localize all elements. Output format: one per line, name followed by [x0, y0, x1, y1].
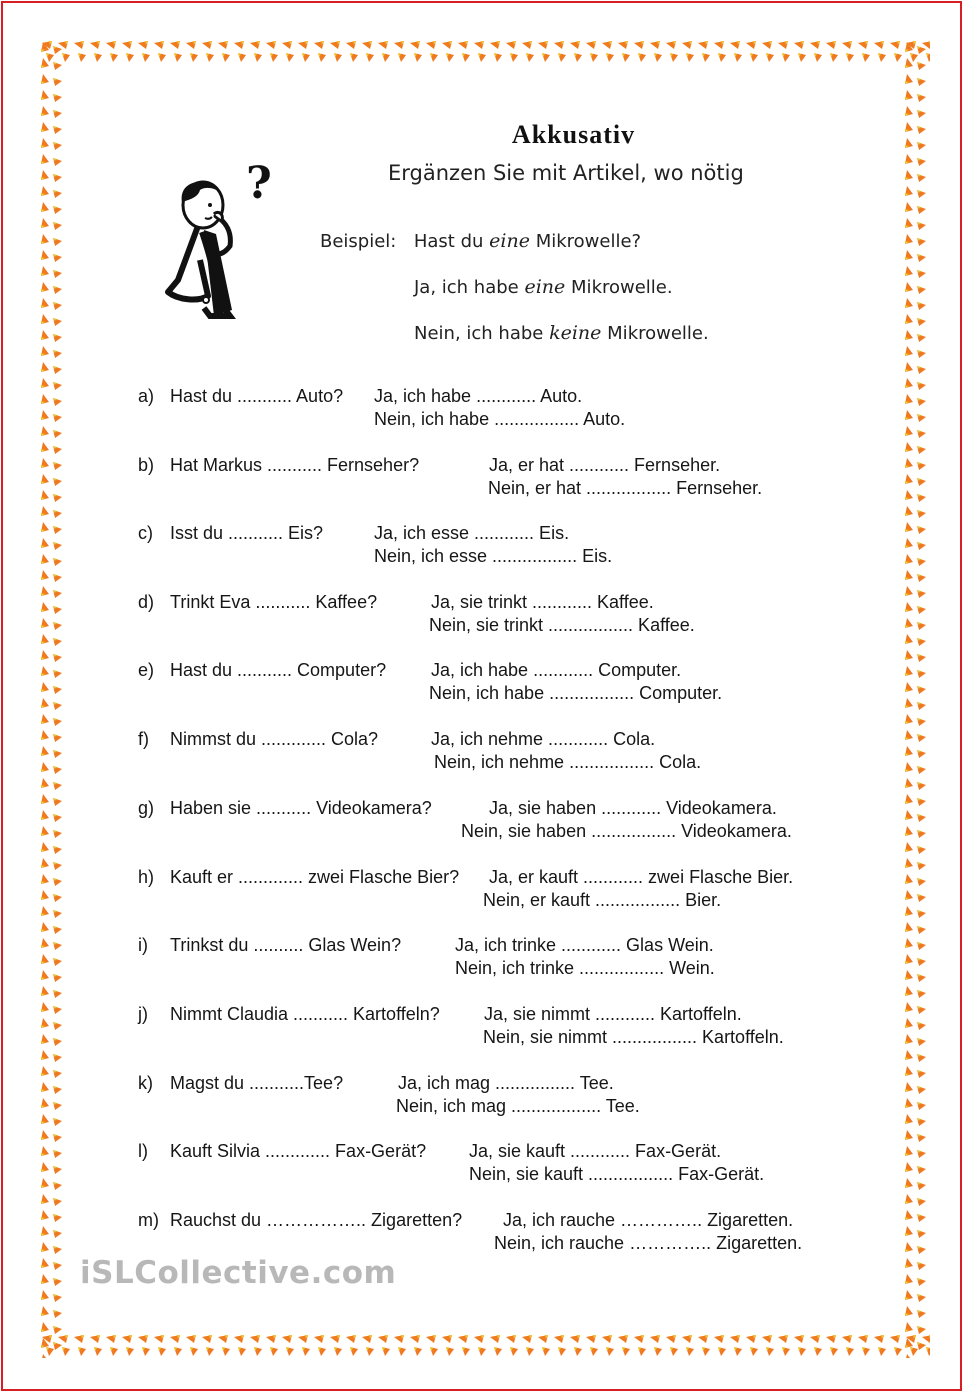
- example-answer-no: [414, 322, 709, 344]
- exercise-l-question: [138, 1141, 426, 1162]
- example-yes-start: Ja, ich habe: [414, 277, 519, 298]
- exercise-letter: f): [138, 729, 149, 749]
- exercise-k-no: Nein, ich mag .................. Tee.: [396, 1096, 640, 1116]
- example-yes-article: eine: [524, 276, 566, 298]
- exercise-j-yes: Ja, sie nimmt ............ Kartoffeln.: [484, 1004, 742, 1024]
- exercise-question-text: Kauft Silvia ............. Fax-Gerät?: [170, 1141, 427, 1161]
- exercise-question-text: Rauchst du …………….. Zigaretten?: [170, 1210, 463, 1230]
- exercise-g-yes: Ja, sie haben ............ Videokamera.: [489, 798, 777, 818]
- exercise-e-no: Nein, ich habe ................. Computer.: [429, 683, 723, 703]
- example-label: Beispiel:: [320, 231, 397, 252]
- exercise-question-text: Nimmst du ............. Cola?: [170, 729, 379, 749]
- thinking-person-illustration: [158, 160, 298, 330]
- exercise-letter: g): [138, 798, 155, 818]
- exercise-question-text: Hast du ........... Computer?: [170, 660, 387, 680]
- exercise-letter: l): [138, 1141, 148, 1161]
- example-no-end: Mikrowelle.: [607, 323, 709, 344]
- exercise-d-no: Nein, sie trinkt ................. Kaffee.: [429, 615, 695, 635]
- exercise-j-no: Nein, sie nimmt ................. Kartoffeln.: [483, 1027, 784, 1047]
- exercise-question-text: Magst du ...........Tee?: [170, 1073, 344, 1093]
- exercise-question-text: Hat Markus ........... Fernseher?: [170, 455, 420, 475]
- exercise-b-no: Nein, er hat ................. Fernseher.: [488, 478, 763, 498]
- exercise-letter: i): [138, 935, 148, 955]
- exercise-letter: a): [138, 386, 155, 406]
- exercise-l-yes: Ja, sie kauft ............ Fax-Gerät.: [469, 1141, 722, 1161]
- exercise-i-question: [138, 935, 401, 956]
- example-question: [320, 230, 641, 252]
- example-answer-yes: [414, 276, 673, 298]
- example-question-start: Hast du: [413, 231, 484, 252]
- exercise-k-yes: Ja, ich mag ................ Tee.: [398, 1073, 614, 1093]
- exercise-letter: d): [138, 592, 155, 612]
- exercise-question-text: Isst du ........... Eis?: [170, 523, 324, 543]
- example-no-article: keine: [549, 322, 602, 344]
- exercise-letter: j): [138, 1004, 148, 1024]
- exercise-letter: m): [138, 1210, 159, 1230]
- exercise-l-no: Nein, sie kauft ................. Fax-Gerät.: [469, 1164, 765, 1184]
- worksheet-title: Akkusativ: [511, 120, 636, 149]
- example-no-start: Nein, ich habe: [414, 323, 544, 344]
- worksheet-subtitle: Ergänzen Sie mit Artikel, wo nötig: [388, 161, 744, 185]
- exercise-letter: c): [138, 523, 153, 543]
- exercise-letter: e): [138, 660, 155, 680]
- exercise-h-no: Nein, er kauft ................. Bier.: [483, 890, 722, 910]
- exercise-question-text: Trinkst du .......... Glas Wein?: [170, 935, 402, 955]
- candy-border-left: [40, 40, 64, 1358]
- exercise-m-question: [138, 1210, 462, 1231]
- exercise-m-yes: Ja, ich rauche ………….. Zigaretten.: [503, 1210, 794, 1230]
- exercise-c-question: [138, 523, 323, 544]
- exercise-a-no: Nein, ich habe ................. Auto.: [374, 409, 626, 429]
- exercise-question-text: Haben sie ........... Videokamera?: [170, 798, 432, 818]
- exercise-question-text: Nimmt Claudia ........... Kartoffeln?: [170, 1004, 440, 1024]
- example-article: eine: [489, 230, 530, 252]
- example-question-end: Mikrowelle?: [535, 231, 642, 252]
- exercise-h-yes: Ja, er kauft ............ zwei Flasche Bier.: [489, 867, 794, 887]
- exercise-letter: k): [138, 1073, 153, 1093]
- exercise-f-yes: Ja, ich nehme ............ Cola.: [431, 729, 656, 749]
- exercise-b-yes: Ja, er hat ............ Fernseher.: [489, 455, 721, 475]
- exercise-letter: b): [138, 455, 155, 475]
- exercise-h-question: [138, 867, 459, 888]
- exercise-a-yes: Ja, ich habe ............ Auto.: [374, 386, 583, 406]
- site-watermark: iSLCollective.com: [80, 1255, 397, 1291]
- exercise-d-question: [138, 592, 377, 613]
- exercise-question-text: Kauft er ............. zwei Flasche Bier?: [170, 867, 460, 887]
- candy-border-right: [904, 40, 928, 1358]
- exercise-e-yes: Ja, ich habe ............ Computer.: [431, 660, 682, 680]
- question-mark: ?: [246, 160, 272, 209]
- exercise-letter: h): [138, 867, 155, 887]
- exercise-m-no: Nein, ich rauche ………….. Zigaretten.: [494, 1233, 803, 1253]
- exercise-c-yes: Ja, ich esse ............ Eis.: [374, 523, 570, 543]
- exercise-f-question: [138, 729, 378, 750]
- candy-border-top: [40, 40, 930, 64]
- exercise-d-yes: Ja, sie trinkt ............ Kaffee.: [431, 592, 654, 612]
- exercise-k-question: [138, 1073, 343, 1094]
- exercise-e-question: [138, 660, 386, 681]
- exercise-j-question: [138, 1004, 440, 1025]
- exercise-question-text: Trinkt Eva ........... Kaffee?: [170, 592, 378, 612]
- exercise-g-no: Nein, sie haben ................. Videokamera.: [461, 821, 792, 841]
- exercise-i-yes: Ja, ich trinke ............ Glas Wein.: [455, 935, 714, 955]
- exercise-b-question: [138, 455, 419, 476]
- exercise-a-question: [138, 386, 343, 407]
- example-yes-end: Mikrowelle.: [571, 277, 673, 298]
- exercise-question-text: Hast du ........... Auto?: [170, 386, 344, 406]
- exercise-c-no: Nein, ich esse ................. Eis.: [374, 546, 613, 566]
- exercise-i-no: Nein, ich trinke ................. Wein.: [455, 958, 715, 978]
- exercise-g-question: [138, 798, 432, 819]
- candy-border-bottom: [40, 1334, 930, 1358]
- exercise-f-no: Nein, ich nehme ................. Cola.: [434, 752, 702, 772]
